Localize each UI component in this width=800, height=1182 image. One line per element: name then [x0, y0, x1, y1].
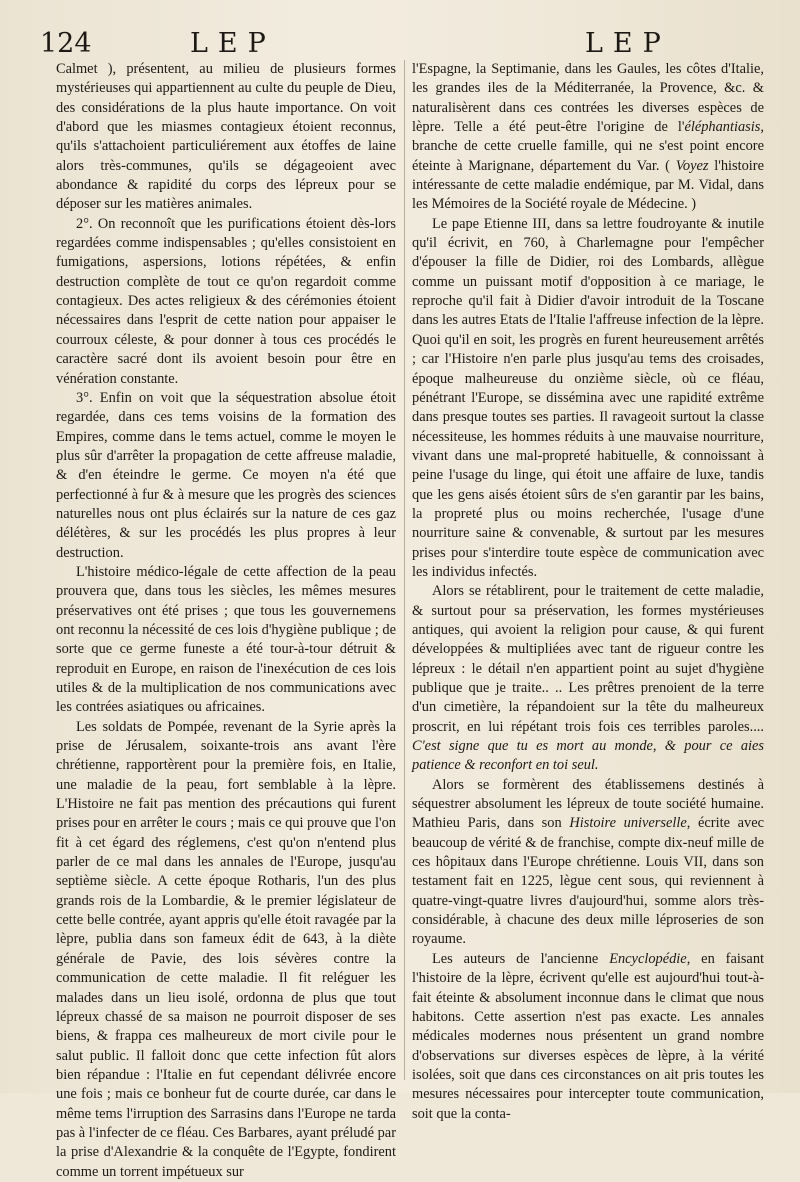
running-head-left: LEP — [190, 28, 276, 59]
paragraph: 2°. On reconnoît que les purifications étoient dès-lors regardées comme indispensables ; qu'elles consistoient en fumigations, aspersions, lotions répétées, & enfin destruction complète de tout ce qu'on regardoit comme contagieux. Des actes religieux & des cérémonies étoient nécessaires dans l'esprit de cette nation pour appaiser le courroux céleste, & pour donner à tous ces procédés le caractère sacré dont ils avoient besoin pour être en vénération constante. — [56, 215, 396, 387]
right-column — [412, 60, 764, 1124]
text-run: l'Espagne, la Septimanie, dans les Gaules, les côtes d'Italie, les grandes iles de la Méditerranée, la Provence, &c. & naturalisèrent dans ces contrées les diverses espèces de lèpre. Telle a été peut-être l'origine de l' — [412, 61, 764, 136]
page-number: 124 — [40, 28, 92, 59]
text-run: , en faisant l'histoire de la lèpre, écrivent qu'elle est aujourd'hui tout-à-fait éteinte & absolument inconnue dans le climat que nous habitons. Cette assertion n'est pas exacte. Les annales médicales modernes nous présentent un grand nombre d'observations sur diverses espèces de lèpre, à la vérité isolées, soit que dans ces circonstances on ait pris toutes les mesures nécessaires pour intercepter toute communication, soit que la conta- — [412, 950, 765, 1122]
paragraph — [412, 582, 764, 775]
paragraph: Les soldats de Pompée, revenant de la Syrie après la prise de Jérusalem, soixante-trois ans avant l'ère chrétienne, rapportèrent pour la première fois, en Italie, une maladie de la peau, fort semblable à la lèpre. L'Histoire ne fait pas mention des précautions qui furent prises pour en arrêter le cours ; mais ce qui prouve que l'on fit à cet égard des réglemens, c'est qu'on n'entend plus parler de ce mal dans les annales de l'Europe, jusqu'au septième siècle. A cette époque Rotharis, l'un des plus grands rois de la Lombardie, & le premier législateur de cette belle contrée, ayant appris qu'elle étoit ravagée par la lèpre, publia dans son fameux édit de 643, à la diète générale de Pavie, des lois sévères contre la communication de cette maladie. Il fit reléguer les malades dans un lieu isolé, ordonna de plus que tout lépreux chassé de sa maison ne pourroit disposer de ses biens, & frappa ces malheureux de mort civile pour le salut public. Il falloit donc que cette infection fût alors bien répandue : l'Italie en fut cependant délivrée encore une fois ; mais ce bonheur fut de courte durée, car dans le même tems l'irruption des Sarrasins dans l'Europe ne tarda pas à l'infecter de ce fléau. Ces Barbares, ayant préludé par la prise d'Alexandrie & la conquête de l'Egypte, fondirent comme un torrent impétueux sur — [56, 718, 396, 1180]
paragraph — [412, 950, 764, 1124]
text-run: , écrite avec beaucoup de vérité & de franchise, compte dix-neuf mille de ces hôpitaux dans l'Europe chrétienne. Louis VII, dans son testament fait en 1225, lègue cent sous, qui reviennent à quatre-vingt-quatre livres d'aujourd'hui, somme alors très-considérable, à chacune des deux mille léproseries de son royaume. — [412, 815, 764, 948]
paragraph: Calmet ), présentent, au milieu de plusieurs formes mystérieuses qui appartiennent au culte du peuple de Dieu, des considérations de la plus haute importance. On voit d'abord que les miasmes contagieux étoient reconnus, qu'ils s'attachoient particuliérement aux étoffes de laine alors très-communes, qu'ils se dégageoient avec abondance & rapidité du corps des lépreux pour se déposer sur les matières animales. — [56, 61, 396, 213]
paragraph — [412, 60, 764, 215]
text-run: Alors se rétablirent, pour le traitement de cette maladie, & surtout pour sa préservation, les formes mystérieuses antiques, qui avoient la religion pour cause, & qui furent développées & multipliées avec tant de rigueur contre les lépreux : le détail n'en appartient point au sujet d'hygiène publique que je traite.. .. Les prêtres prenoient de la terre d'un cimetière, la répandoient sur la tête du malheureux proscrit, en lui répétant trois fois ces terribles paroles.... — [412, 583, 764, 735]
running-head-right: LEP — [585, 28, 671, 59]
paragraph: L'histoire médico-légale de cette affection de la peau prouvera que, dans tous les siècles, les mêmes mesures préservatives ont été prises ; que tous les gouvernemens ont reconnu la nécessité de ces lois d'hygiène publique ; de sorte que ce germe funeste a été tour-à-tour détruit & reproduit en Europe, en raison de l'inexécution de ces lois utiles & de la multiplication de nos communications avec les contrées asiatiques ou africaines. — [56, 563, 396, 716]
left-column — [56, 60, 396, 1182]
italic-title: Histoire universelle — [569, 815, 687, 832]
italic-title: Encyclopédie — [609, 950, 687, 967]
text-run: Alors se formèrent des établissemens destinés à séquestrer absolument les lépreux de toute société humaine. Mathieu Paris, dans son — [412, 776, 764, 832]
text-run: , branche de cette cruelle famille, qui ne s'est point encore éteinte à Marignane, département du Var. ( — [412, 119, 764, 174]
column-divider — [404, 60, 405, 1080]
paragraph — [412, 776, 764, 950]
italic-term: éléphantiasis — [684, 119, 761, 136]
text-run: Les auteurs de l'ancienne — [432, 950, 610, 967]
italic-term: Voyez — [675, 157, 709, 174]
paragraph: Le pape Etienne III, dans sa lettre foudroyante & inutile qu'il écrivit, en 760, à Charlemagne pour l'empêcher d'épouser la fille de Didier, roi des Lombards, allègue comme un puissant motif d'opposition à ce mariage, le reproche qu'il fait à Didier d'avoir introduit de la Toscane dans les autres Etats de l'Italie l'affreuse infection de la lèpre. Quoi qu'il en soit, les progrès en furent heureusement arrêtés ; car l'Histoire n'en parle plus jusqu'au tems des croisades, époque malheureuse du onzième siècle, où ce fléau, pénétrant l'Europe, se dissémina avec une rapidité extrême dans presque toutes ses parties. Il ravageoit surtout la classe nécessiteuse, les hommes réduits à une mauvaise nourriture, vivant dans une mal-propreté habituelle, & connoissant à peine l'usage du linge, qui étoit une affaire de luxe, tandis que les gens aisés étoient sûrs de s'en garantir par les bains, la propreté plus ou moins recherchée, l'usage d'une nourriture saine & convenable, & surtout par les mesures prises pour s'interdire toute espèce de communication avec les individus infectés. — [412, 215, 764, 580]
text-run: l'histoire intéressante de cette maladie endémique, par M. Vidal, dans les Mémoires de la Société royale de Médecine. ) — [412, 157, 764, 213]
page-header — [40, 28, 780, 62]
paragraph: 3°. Enfin on voit que la séquestration absolue étoit regardée, dans ces tems voisins de la formation des Empires, comme dans le tems actuel, comme le moyen le plus sûr d'arrêter la propagation de cette affreuse maladie, & d'en éteindre le germe. Ce moyen n'a été que perfectionné à fur & à mesure que les progrès des sciences naturelles nous ont plus éclairés sur la nature de ces gaz délétères, & sur les procédés les plus propres à leur destruction. — [56, 389, 396, 561]
italic-quote: C'est signe que tu es mort au monde, & pour ce aies patience & reconfort en toi seul. — [412, 738, 764, 774]
